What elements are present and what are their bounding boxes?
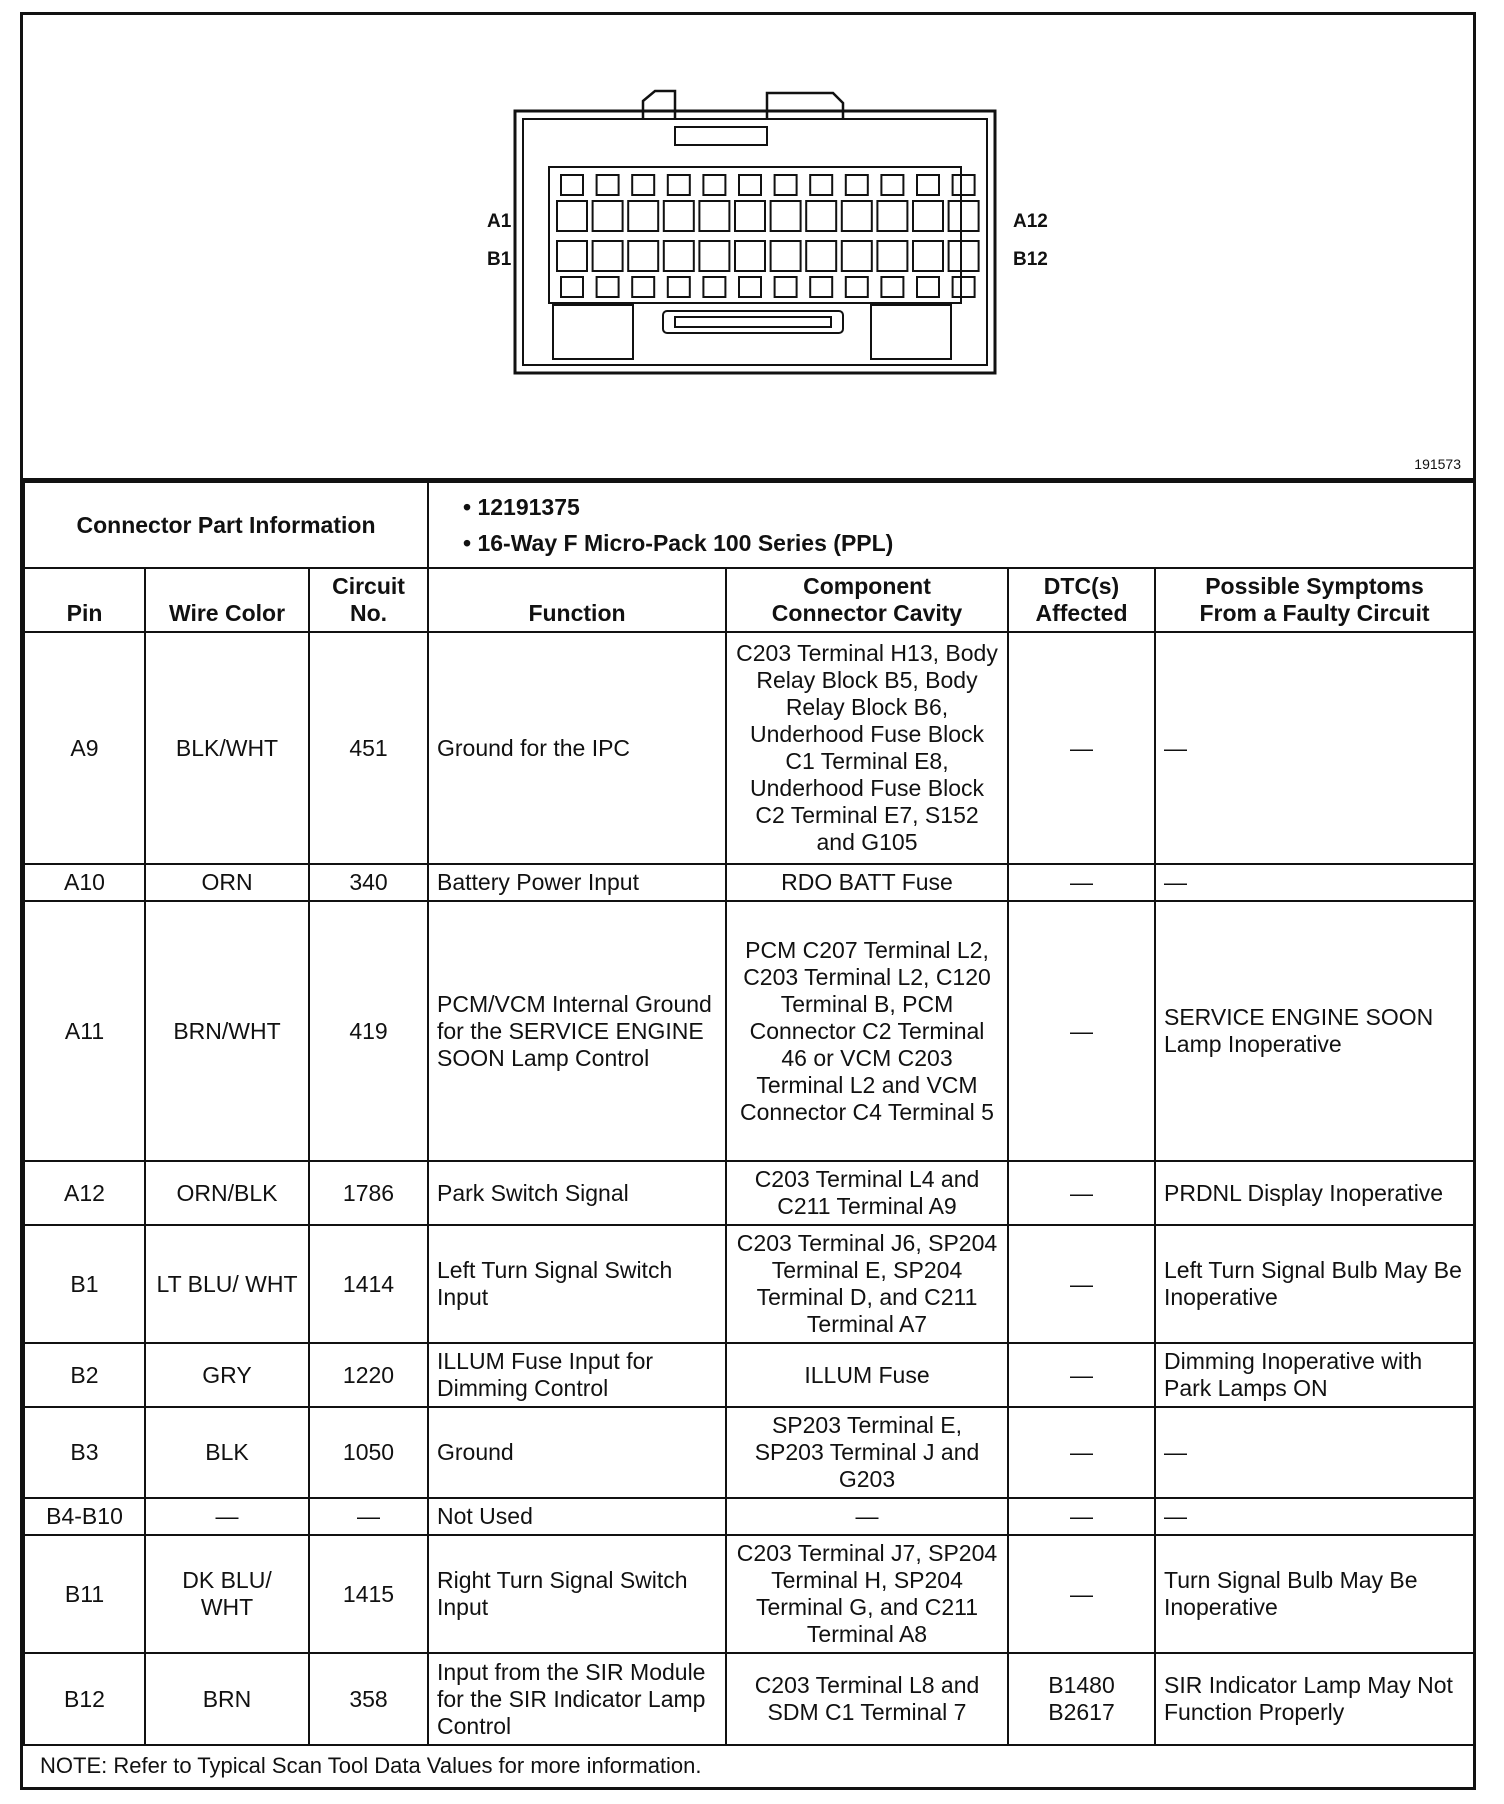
cell-circuit: 419 <box>309 901 428 1161</box>
cell-symptoms: Dimming Inoperative with Park Lamps ON <box>1155 1343 1474 1407</box>
cavity <box>699 241 729 271</box>
header-wire-color: Wire Color <box>145 568 309 632</box>
slot-center <box>663 311 843 333</box>
cell-pin: B12 <box>24 1653 145 1745</box>
cell-circuit: 1050 <box>309 1407 428 1498</box>
cell-function: Not Used <box>428 1498 726 1535</box>
cavity <box>842 241 872 271</box>
cavity <box>810 277 832 297</box>
cell-component-cavity: ILLUM Fuse <box>726 1343 1008 1407</box>
key-right <box>871 305 951 359</box>
cavity <box>557 241 587 271</box>
cell-function: Input from the SIR Module for the SIR Indicator Lamp Control <box>428 1653 726 1745</box>
cavity <box>664 241 694 271</box>
latch-left <box>643 91 675 119</box>
header-row <box>24 568 1474 632</box>
cell-pin: A9 <box>24 632 145 864</box>
table-row <box>24 1498 1474 1535</box>
cavity <box>699 201 729 231</box>
cell-circuit: 451 <box>309 632 428 864</box>
cavity <box>846 175 868 195</box>
cavity <box>775 175 797 195</box>
cell-wire-color: BRN/WHT <box>145 901 309 1161</box>
header-circuit: Circuit No. <box>309 568 428 632</box>
cell-circuit: — <box>309 1498 428 1535</box>
cavity <box>628 201 658 231</box>
table-row <box>24 1653 1474 1745</box>
cavity <box>949 241 979 271</box>
cell-pin: B3 <box>24 1407 145 1498</box>
cavity <box>877 241 907 271</box>
cavity <box>632 175 654 195</box>
cell-symptoms: — <box>1155 1498 1474 1535</box>
cell-pin: A10 <box>24 864 145 901</box>
cell-dtc: — <box>1008 632 1155 864</box>
cell-dtc: — <box>1008 1407 1155 1498</box>
cell-function: Left Turn Signal Switch Input <box>428 1225 726 1343</box>
note-text: NOTE: Refer to Typical Scan Tool Data Values for more information. <box>24 1745 1474 1785</box>
cell-symptoms: SERVICE ENGINE SOON Lamp Inoperative <box>1155 901 1474 1161</box>
header-symptoms: Possible Symptoms From a Faulty Circuit <box>1155 568 1474 632</box>
cell-component-cavity: C203 Terminal J7, SP204 Terminal H, SP204 Terminal G, and C211 Terminal A8 <box>726 1535 1008 1653</box>
cell-circuit: 358 <box>309 1653 428 1745</box>
cavity <box>668 277 690 297</box>
latch-bridge <box>675 127 767 145</box>
cell-dtc: — <box>1008 1161 1155 1225</box>
cell-wire-color: GRY <box>145 1343 309 1407</box>
table-row <box>24 1161 1474 1225</box>
cell-component-cavity: C203 Terminal L4 and C211 Terminal A9 <box>726 1161 1008 1225</box>
pin-label-a1: A1 <box>487 211 512 232</box>
cell-wire-color: BRN <box>145 1653 309 1745</box>
table-row <box>24 864 1474 901</box>
pin-label-b1: B1 <box>487 249 512 270</box>
cavity <box>806 241 836 271</box>
header-dtc: DTC(s) Affected <box>1008 568 1155 632</box>
cell-dtc: — <box>1008 864 1155 901</box>
cavity <box>917 277 939 297</box>
cell-symptoms: — <box>1155 864 1474 901</box>
cell-dtc: B1480 B2617 <box>1008 1653 1155 1745</box>
cavity <box>771 241 801 271</box>
cavity <box>913 201 943 231</box>
cell-dtc: — <box>1008 1343 1155 1407</box>
cell-wire-color: BLK/WHT <box>145 632 309 864</box>
cavity <box>846 277 868 297</box>
figure-number: 191573 <box>1414 456 1461 472</box>
cavity <box>739 175 761 195</box>
cavity <box>881 277 903 297</box>
cavity <box>775 277 797 297</box>
table-row <box>24 632 1474 864</box>
connector-face-drawing <box>23 15 1473 478</box>
cell-pin: A12 <box>24 1161 145 1225</box>
table-row <box>24 1225 1474 1343</box>
cavity <box>557 201 587 231</box>
cavity <box>597 175 619 195</box>
cell-pin: B1 <box>24 1225 145 1343</box>
cell-wire-color: — <box>145 1498 309 1535</box>
cell-pin: A11 <box>24 901 145 1161</box>
cell-component-cavity: RDO BATT Fuse <box>726 864 1008 901</box>
cavity <box>842 201 872 231</box>
cavity <box>561 277 583 297</box>
connector-diagram <box>23 15 1473 481</box>
cell-function: PCM/VCM Internal Ground for the SERVICE ENGINE SOON Lamp Control <box>428 901 726 1161</box>
part-info-row <box>24 482 1474 568</box>
cell-circuit: 1786 <box>309 1161 428 1225</box>
cavity-block-outline <box>549 167 961 303</box>
pin-label-b12: B12 <box>1013 249 1048 270</box>
cell-function: Battery Power Input <box>428 864 726 901</box>
cavity <box>628 241 658 271</box>
cavity <box>703 175 725 195</box>
cell-component-cavity: PCM C207 Terminal L2, C203 Terminal L2, C120 Terminal B, PCM Connector C2 Terminal 46 or VCM C203 Terminal L2 and VCM Connector C4 Terminal 5 <box>726 901 1008 1161</box>
cell-component-cavity: C203 Terminal L8 and SDM C1 Terminal 7 <box>726 1653 1008 1745</box>
cell-pin: B2 <box>24 1343 145 1407</box>
cavity <box>735 201 765 231</box>
cavity <box>877 201 907 231</box>
cavity-grid <box>549 167 979 303</box>
cavity <box>597 277 619 297</box>
cavity <box>953 175 975 195</box>
cell-symptoms: PRDNL Display Inoperative <box>1155 1161 1474 1225</box>
cell-component-cavity: C203 Terminal H13, Body Relay Block B5, Body Relay Block B6, Underhood Fuse Block C1 Terminal E8, Underhood Fuse Block C2 Terminal E7, S152 and G105 <box>726 632 1008 864</box>
cavity <box>593 241 623 271</box>
cavity <box>949 201 979 231</box>
part-info-label: Connector Part Information <box>24 482 428 568</box>
cavity <box>632 277 654 297</box>
cell-symptoms: Turn Signal Bulb May Be Inoperative <box>1155 1535 1474 1653</box>
cell-dtc: — <box>1008 1498 1155 1535</box>
part-info-list <box>428 482 1474 568</box>
cell-wire-color: DK BLU/ WHT <box>145 1535 309 1653</box>
document-frame <box>20 12 1476 1790</box>
cell-dtc: — <box>1008 1535 1155 1653</box>
note-row <box>24 1745 1474 1785</box>
cell-function: Right Turn Signal Switch Input <box>428 1535 726 1653</box>
part-info-item: • 16-Way F Micro-Pack 100 Series (PPL) <box>463 530 894 556</box>
cavity <box>668 175 690 195</box>
pin-label-a12: A12 <box>1013 211 1048 232</box>
header-pin: Pin <box>24 568 145 632</box>
cell-component-cavity: — <box>726 1498 1008 1535</box>
cell-wire-color: ORN <box>145 864 309 901</box>
cavity <box>593 201 623 231</box>
cell-dtc: — <box>1008 1225 1155 1343</box>
table-row <box>24 1535 1474 1653</box>
table-row <box>24 1343 1474 1407</box>
cell-symptoms: Left Turn Signal Bulb May Be Inoperative <box>1155 1225 1474 1343</box>
key-left <box>553 305 633 359</box>
cell-circuit: 1220 <box>309 1343 428 1407</box>
cell-circuit: 1415 <box>309 1535 428 1653</box>
cell-pin: B11 <box>24 1535 145 1653</box>
cell-symptoms: — <box>1155 632 1474 864</box>
cavity <box>561 175 583 195</box>
cell-component-cavity: SP203 Terminal E, SP203 Terminal J and G203 <box>726 1407 1008 1498</box>
cell-wire-color: ORN/BLK <box>145 1161 309 1225</box>
part-info-item: • 12191375 <box>463 494 580 520</box>
cell-symptoms: SIR Indicator Lamp May Not Function Properly <box>1155 1653 1474 1745</box>
cell-component-cavity: C203 Terminal J6, SP204 Terminal E, SP204 Terminal D, and C211 Terminal A7 <box>726 1225 1008 1343</box>
cell-dtc: — <box>1008 901 1155 1161</box>
cavity <box>953 277 975 297</box>
cavity <box>664 201 694 231</box>
cell-wire-color: LT BLU/ WHT <box>145 1225 309 1343</box>
cavity <box>771 201 801 231</box>
cavity <box>810 175 832 195</box>
connector-table <box>23 481 1475 1785</box>
slot-inner <box>675 317 831 327</box>
cell-wire-color: BLK <box>145 1407 309 1498</box>
cell-pin: B4-B10 <box>24 1498 145 1535</box>
cavity <box>739 277 761 297</box>
cavity <box>806 201 836 231</box>
cavity <box>703 277 725 297</box>
cell-function: ILLUM Fuse Input for Dimming Control <box>428 1343 726 1407</box>
cell-function: Ground <box>428 1407 726 1498</box>
table-body <box>24 632 1474 1745</box>
cavity <box>881 175 903 195</box>
cell-function: Park Switch Signal <box>428 1161 726 1225</box>
cell-function: Ground for the IPC <box>428 632 726 864</box>
table-row <box>24 1407 1474 1498</box>
cavity <box>913 241 943 271</box>
header-component: Component Connector Cavity <box>726 568 1008 632</box>
latch-right <box>767 93 843 119</box>
cell-symptoms: — <box>1155 1407 1474 1498</box>
cavity <box>735 241 765 271</box>
table-row <box>24 901 1474 1161</box>
cavity <box>917 175 939 195</box>
cell-circuit: 340 <box>309 864 428 901</box>
header-function: Function <box>428 568 726 632</box>
cell-circuit: 1414 <box>309 1225 428 1343</box>
